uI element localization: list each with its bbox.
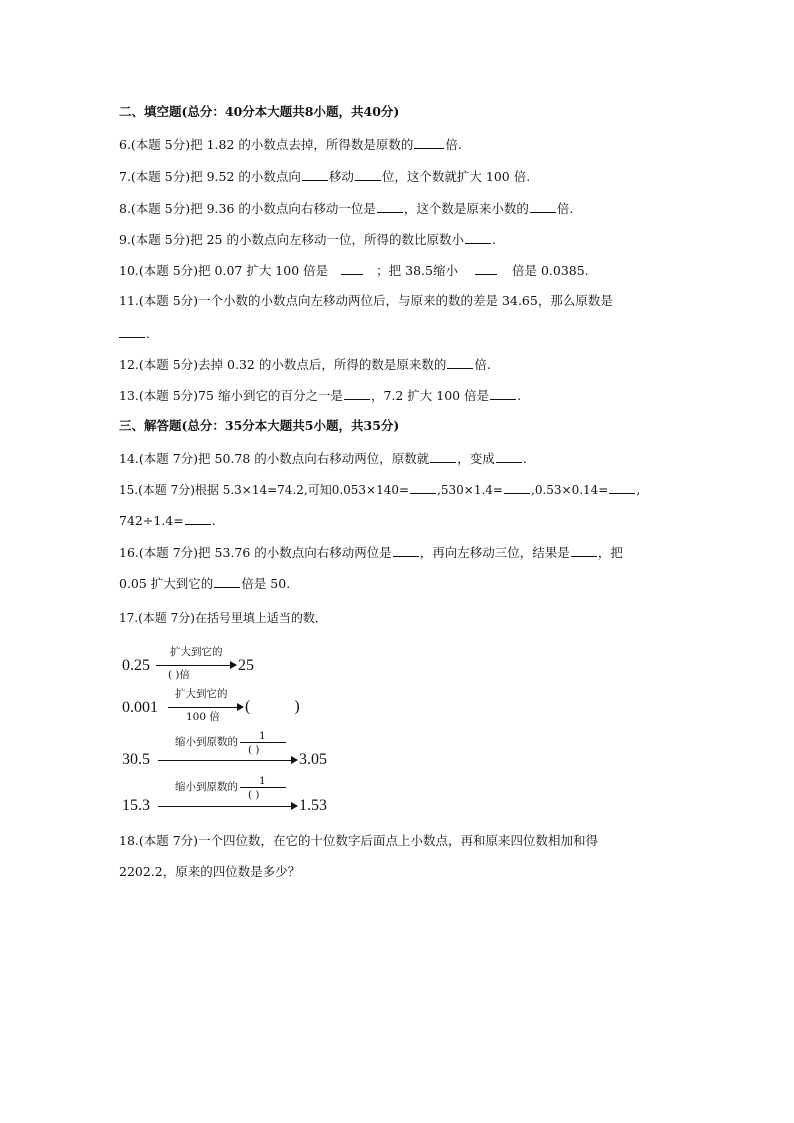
arrow-line [156, 665, 231, 666]
question-12 [119, 356, 491, 373]
question-15-line2 [119, 512, 216, 529]
q17-row-1 [122, 646, 362, 686]
q14-text-end: . [522, 451, 527, 466]
question-11-line2 [119, 325, 150, 342]
q11-text-end: . [146, 326, 150, 341]
answer-blank[interactable] [475, 262, 497, 275]
q16-text-end: ，把 [597, 545, 623, 560]
question-17: 17.(本题 7分)在括号里填上适当的数． [119, 611, 327, 625]
to-number: 25 [238, 657, 254, 674]
arrow-right-icon [291, 756, 298, 764]
arrow-right-icon [237, 703, 244, 711]
question-14 [119, 450, 527, 467]
question-10 [119, 262, 589, 279]
q14-text: 14.(本题 7分)把 50.78 的小数点向右移动两位，原数就 [119, 451, 430, 466]
q15-line2-text: 742÷1.4= [119, 513, 184, 528]
q13-text: 13.(本题 5分)75 缩小到它的百分之一是 [119, 388, 343, 403]
q16-text-mid: ，再向左移动三位，结果是 [419, 545, 570, 560]
to-number: 3.05 [299, 751, 327, 768]
answer-blank[interactable] [504, 481, 530, 494]
from-number: 15.3 [122, 797, 150, 814]
q16-line2-end: 倍是 50. [241, 576, 291, 591]
q17-row-3 [122, 730, 362, 770]
q15-text: 15.(本题 7分)根据 5.3×14=74.2,可知0.053×140= [119, 483, 410, 497]
q10-text-end: 倍是 0.0385. [511, 263, 589, 278]
answer-blank[interactable] [344, 387, 370, 400]
answer-blank[interactable] [393, 544, 419, 557]
question-11: 11.(本题 5分)一个小数的小数点向左移动两位后，与原来的数的差是 34.65，那么原数是 [119, 293, 613, 308]
q13-text-mid: ，7.2 扩大 100 倍是 [370, 388, 490, 403]
arrow-label: 缩小到原数的 [175, 736, 238, 748]
q10-text: 10.(本题 5分)把 0.07 扩大 100 倍是 [119, 263, 329, 278]
question-15 [119, 481, 640, 498]
answer-blank[interactable] [609, 481, 635, 494]
question-16-line2 [119, 575, 290, 592]
q15-text-end: , [636, 483, 641, 497]
section-heading-solve: 三、解答题(总分：35分本大题共5小题，共35分) [119, 418, 400, 433]
q15-line2-end: . [211, 513, 216, 528]
from-number: 0.001 [122, 699, 158, 716]
q7-text-mid: 移动 [328, 169, 354, 184]
fraction-denominator[interactable]: ( ) [248, 744, 260, 756]
answer-blank[interactable] [571, 544, 597, 557]
arrow-line [158, 806, 292, 807]
q12-text: 12.(本题 5分)去掉 0.32 的小数点后，所得的数是原来数的 [119, 357, 447, 372]
q14-text-mid: ，变成 [457, 451, 495, 466]
q13-text-end: . [517, 388, 522, 403]
q6-text-end: 倍. [445, 137, 462, 152]
arrow-line [158, 760, 292, 761]
arrow-line [168, 707, 238, 708]
q9-text: 9.(本题 5分)把 25 的小数点向左移动一位，所得的数比原数小 [119, 232, 464, 247]
question-6 [119, 136, 462, 153]
q9-text-end: . [491, 232, 496, 247]
q16-line2-text: 0.05 扩大到它的 [119, 576, 214, 591]
answer-paren[interactable]: ( ) [245, 698, 300, 715]
answer-blank[interactable] [185, 512, 211, 525]
arrow-right-icon [230, 661, 237, 669]
q17-row-4 [122, 775, 362, 815]
q16-text: 16.(本题 7分)把 53.76 的小数点向右移动两位是 [119, 545, 392, 560]
fraction-numerator: 1 [259, 730, 266, 742]
q12-text-end: 倍. [474, 357, 491, 372]
question-13 [119, 387, 521, 404]
answer-blank[interactable] [447, 356, 473, 369]
fraction-bar [240, 742, 286, 743]
arrow-right-icon [291, 802, 298, 810]
answer-blank[interactable] [410, 481, 436, 494]
from-number: 0.25 [122, 657, 150, 674]
answer-blank[interactable] [490, 387, 516, 400]
q17-row-2 [122, 688, 362, 728]
to-number: 1.53 [299, 797, 327, 814]
answer-blank[interactable] [302, 168, 328, 181]
answer-blank[interactable] [414, 136, 444, 149]
answer-blank[interactable] [465, 231, 491, 244]
arrow-label-top: 扩大到它的 [170, 646, 223, 658]
question-7 [119, 168, 530, 185]
question-9 [119, 231, 496, 248]
answer-blank[interactable] [377, 200, 403, 213]
fraction-numerator: 1 [259, 775, 266, 787]
q7-text: 7.(本题 5分)把 9.52 的小数点向 [119, 169, 301, 184]
question-18-line2: 2202.2，原来的四位数是多少？ [119, 864, 301, 879]
arrow-label-bottom[interactable]: ( )倍 [168, 669, 191, 681]
q15-text-mid2: ,0.53×0.14= [531, 483, 609, 497]
q8-text: 8.(本题 5分)把 9.36 的小数点向右移动一位是 [119, 201, 376, 216]
arrow-label: 缩小到原数的 [175, 781, 238, 793]
q10-text-mid: ；把 38.5缩小 [376, 263, 458, 278]
arrow-label-bottom: 100 倍 [186, 711, 220, 723]
answer-blank[interactable] [214, 575, 240, 588]
section-heading-fill-in: 二、填空题(总分：40分本大题共8小题，共40分) [119, 104, 400, 119]
q7-text-end: 位，这个数就扩大 100 倍. [381, 169, 531, 184]
answer-blank[interactable] [341, 262, 363, 275]
question-8 [119, 200, 573, 217]
answer-blank[interactable] [530, 200, 556, 213]
fraction-bar [240, 787, 286, 788]
question-18: 18.(本题 7分)一个四位数，在它的十位数字后面点上小数点，再和原来四位数相加和得 [119, 833, 599, 848]
answer-blank[interactable] [119, 325, 145, 338]
q8-text-mid: ，这个数是原来小数的 [403, 201, 529, 216]
q15-text-mid1: ,530×1.4= [437, 483, 503, 497]
answer-blank[interactable] [355, 168, 381, 181]
q8-text-end: 倍. [556, 201, 574, 216]
answer-blank[interactable] [496, 450, 522, 463]
from-number: 30.5 [122, 751, 150, 768]
question-16 [119, 544, 623, 561]
arrow-label-top: 扩大到它的 [175, 688, 228, 700]
q6-text: 6.(本题 5分)把 1.82 的小数点去掉，所得数是原数的 [119, 137, 414, 152]
fraction-denominator[interactable]: ( ) [248, 789, 260, 801]
answer-blank[interactable] [430, 450, 456, 463]
